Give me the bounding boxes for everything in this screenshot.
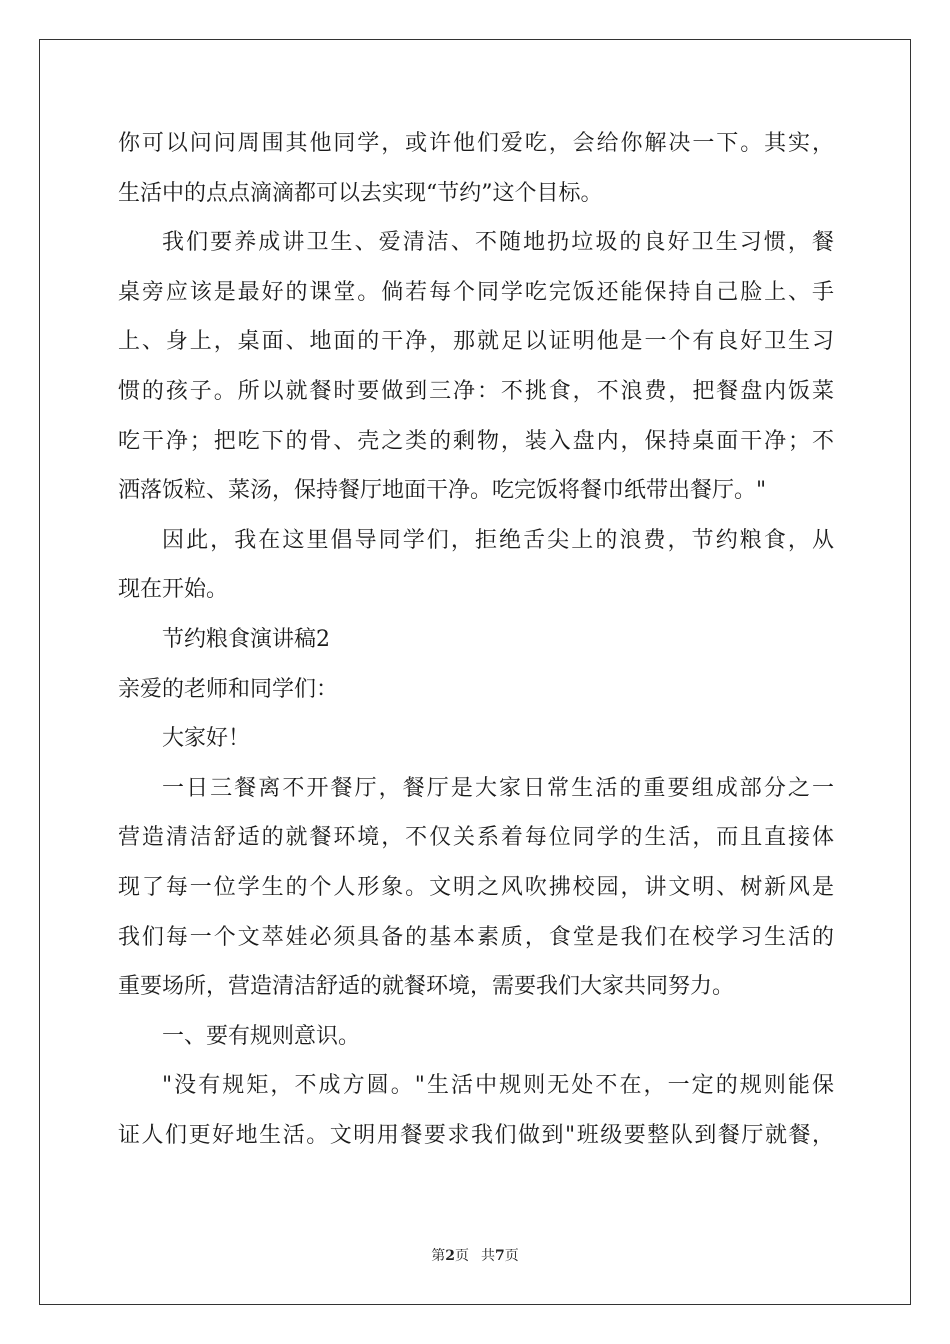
paragraph-start-line: 一日三餐离不开餐厅，餐厅是大家日常生活的重要组成部分之一 [162,775,834,801]
total-pages: 7 [495,1248,505,1264]
text-line: 上、身上，桌面、地面的干净，那就足以证明他是一个有良好卫生习 [118,329,834,355]
paragraph-start-line: "没有规矩，不成方圆。"生活中规则无处不在，一定的规则能保 [162,1073,834,1099]
page-footer [0,1246,950,1266]
text-line: 证人们更好地生活。文明用餐要求我们做到"班级要整队到餐厅就餐， [118,1122,834,1148]
text-line: 惯的孩子。所以就餐时要做到三净：不挑食，不浪费，把餐盘内饭菜 [118,378,834,404]
text-line: 你可以问问周围其他同学，或许他们爱吃，会给你解决一下。其实， [118,131,834,156]
text-line: 营造清洁舒适的就餐环境，不仅关系着每位同学的生活，而且直接体 [118,825,834,851]
page-prefix: 第 [431,1248,446,1264]
greeting: 大家好！ [162,726,251,752]
text-line: 现在开始。 [118,577,229,603]
paragraph-start-line: 我们要养成讲卫生、爱清洁、不随地扔垃圾的良好卫生习惯，餐 [162,230,834,256]
total-prefix: 共 [481,1248,495,1264]
total-suffix: 页 [504,1248,519,1264]
section-title: 节约粮食演讲稿2 [162,626,330,652]
text-line: 我们每一个文萃娃必须具备的基本素质，食堂是我们在校学习生活的 [118,924,834,950]
text-line: 洒落饭粒、菜汤，保持餐厅地面干净。吃完饭将餐巾纸带出餐厅。" [118,478,767,504]
text-line: 重要场所，营造清洁舒适的就餐环境，需要我们大家共同努力。 [118,974,735,1000]
text-line: 现了每一位学生的个人形象。文明之风吹拂校园，讲文明、树新风是 [118,874,834,900]
page-number: 2 [445,1248,455,1264]
document-body [118,119,834,1160]
subheading: 一、要有规则意识。 [162,1023,361,1049]
salutation: 亲爱的老师和同学们： [118,676,339,702]
page-suffix: 页 [455,1248,469,1264]
paragraph-start-line: 因此，我在这里倡导同学们，拒绝舌尖上的浪费，节约粮食，从 [162,527,834,553]
text-line: 吃干净；把吃下的骨、壳之类的剩物，装入盘内，保持桌面干净；不 [118,428,834,454]
text-line: 桌旁应该是最好的课堂。倘若每个同学吃完饭还能保持自己脸上、手 [118,279,834,305]
text-line: 生活中的点点滴滴都可以去实现“节约”这个目标。 [118,180,603,206]
